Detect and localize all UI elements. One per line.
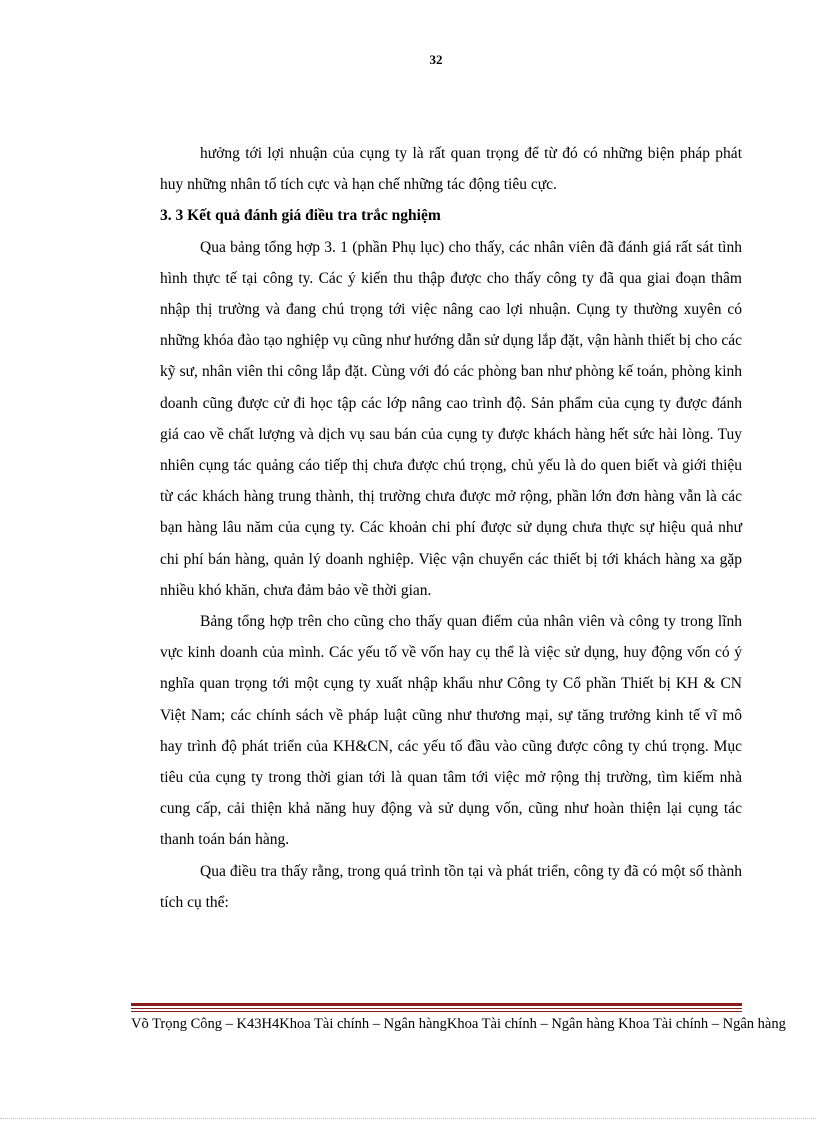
page-bottom-border xyxy=(0,1118,816,1119)
page-number: 32 xyxy=(429,52,443,67)
footer-author-line: Võ Trọng Công – K43H4Khoa Tài chính – Ngân hàngKhoa Tài chính – Ngân hàng Khoa Tài chính – Ngân hàng xyxy=(131,1016,786,1032)
footer-divider xyxy=(131,1003,742,1012)
paragraph-achievements-intro: Qua điều tra thấy rằng, trong quá trình tồn tại và phát triển, công ty đã có một số thành tích cụ thể: xyxy=(160,862,742,911)
paragraph-intro-continuation: hưởng tới lợi nhuận của cụng ty là rất quan trọng để từ đó có những biện pháp phát huy những nhân tố tích cực và hạn chế những tác động tiêu cực. xyxy=(160,145,742,194)
paragraph-survey-opinions: Bảng tổng hợp trên cho cũng cho thấy quan điểm của nhân viên và công ty trong lĩnh vực kinh doanh của mình. Các yếu tố về vốn hay cụ thể là việc sử dụng, huy động vốn có ý nghĩa quan trọng tới một cụng ty xuất nhập khẩu như Công ty Cổ phần Thiết bị KH & CN Việt Nam; các chính sách về pháp luật cũng như thương mại, sự tăng trưởng kinh tế vĩ mô hay trình độ phát triển của KH&CN, các yếu tố đầu vào cũng được công ty chú trọng. Mục tiêu của cụng ty trong thời gian tới là quan tâm tới việc mở rộng thị trường, tìm kiếm nhà cung cấp, cải thiện khả năng huy động và sử dụng vốn, cũng như hoàn thiện lại cụng tác thanh toán bán hàng. xyxy=(160,613,742,849)
section-heading: 3. 3 Kết quả đánh giá điều tra trắc nghiệm xyxy=(160,207,441,225)
document-body xyxy=(160,138,742,918)
paragraph-survey-summary: Qua bảng tổng hợp 3. 1 (phần Phụ lục) cho thấy, các nhân viên đã đánh giá rất sát tình hình thực tế tại công ty. Các ý kiến thu thập được cho thấy công ty đã qua giai đoạn thâm nhập thị trường và đang chú trọng tới việc nâng cao lợi nhuận. Cụng ty thường xuyên có những khóa đào tạo nghiệp vụ cũng như hướng dẫn sử dụng lắp đặt, vận hành thiết bị cho các kỹ sư, nhân viên thi công lắp đặt. Cùng với đó các phòng ban như phòng kế toán, phòng kinh doanh cũng được cử đi học tập các lớp nâng cao trình độ. Sản phẩm của cụng ty được đánh giá cao về chất lượng và dịch vụ sau bán của cụng ty được khách hàng hết sức hài lòng. Tuy nhiên cụng tác quảng cáo tiếp thị chưa được chú trọng, chủ yếu là do quen biết và giới thiệu từ các khách hàng trung thành, thị trường chưa được mở rộng, phần lớn đơn hàng vẫn là các bạn hàng lâu năm của cụng ty. Các khoản chi phí được sử dụng chưa thực sự hiệu quả như chi phí bán hàng, quản lý doanh nghiệp. Việc vận chuyển các thiết bị tới khách hàng xa gặp nhiều khó khăn, chưa đảm bảo về thời gian. xyxy=(160,238,742,599)
